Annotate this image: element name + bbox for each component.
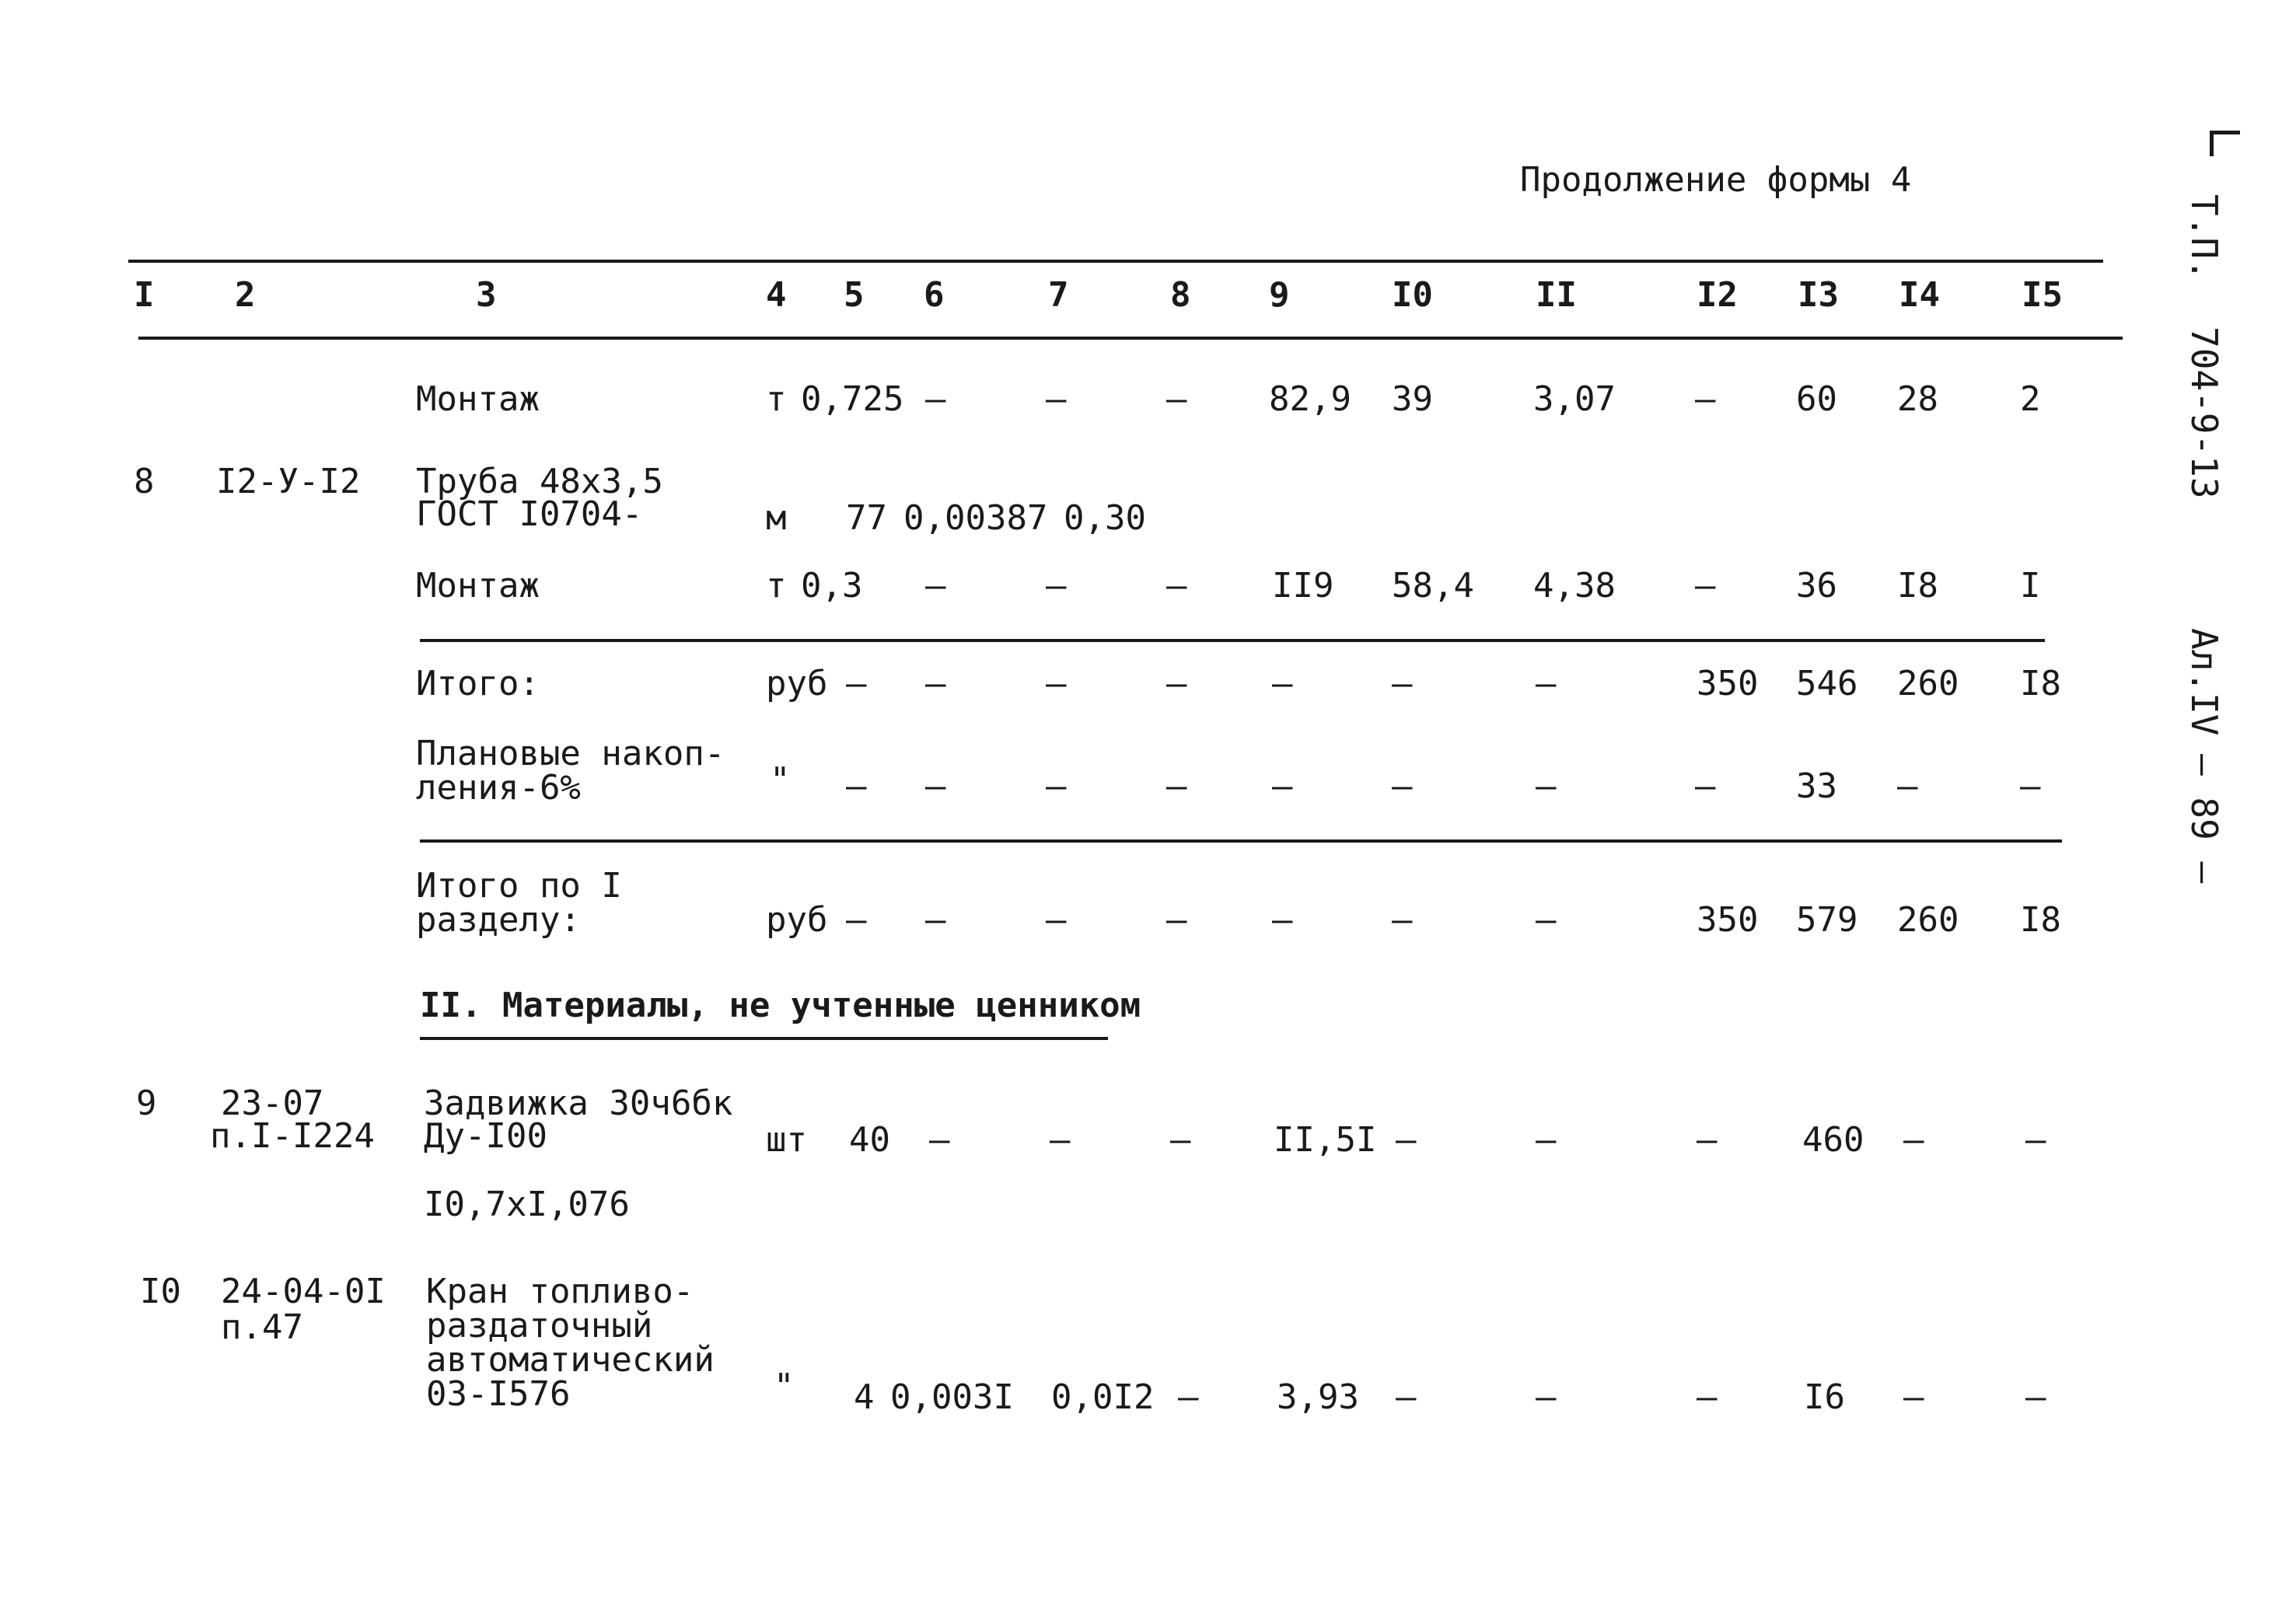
- cell-7: –: [1046, 379, 1067, 419]
- cell-8: –: [1166, 664, 1187, 703]
- cell-14: 260: [1897, 664, 1959, 703]
- corner-mark: [2210, 131, 2240, 156]
- cell-9: –: [1272, 664, 1293, 703]
- row-name-line-4: 03-I576: [426, 1374, 571, 1414]
- cell-6: 0,003I: [890, 1377, 1014, 1417]
- cell-15: I8: [2020, 664, 2061, 703]
- row-code-line-1: 23-07: [221, 1084, 324, 1123]
- row-number: 8: [134, 462, 155, 501]
- col-header-3: 3: [476, 275, 497, 315]
- col-header-9: 9: [1269, 275, 1290, 315]
- cell-13: 36: [1796, 566, 1837, 606]
- cell-11: –: [1536, 900, 1557, 940]
- cell-9: –: [1272, 766, 1293, 806]
- cell-8: –: [1166, 379, 1187, 419]
- cell-15: I8: [2020, 900, 2061, 940]
- cell-9: 3,93: [1277, 1377, 1359, 1417]
- col-header-12: I2: [1697, 275, 1738, 315]
- row-unit: ": [774, 1366, 795, 1406]
- row-unit: м: [766, 498, 787, 538]
- row-name: Монтаж: [416, 379, 540, 419]
- row-name-line-2: ления-6%: [416, 768, 581, 808]
- cell-7: 0,0I2: [1051, 1377, 1155, 1417]
- cell-13: I6: [1804, 1377, 1845, 1417]
- cell-8: –: [1166, 566, 1187, 606]
- row-name-line-1: Задвижка 30ч6бк: [424, 1084, 733, 1123]
- row-name-line-1: Плановые накоп-: [416, 734, 725, 773]
- cell-12: –: [1695, 766, 1716, 806]
- cell-9: 82,9: [1269, 379, 1351, 419]
- cell-11: 3,07: [1533, 379, 1616, 419]
- cell-7: –: [1046, 766, 1067, 806]
- cell-12: –: [1695, 379, 1716, 419]
- cell-13: 33: [1796, 766, 1837, 806]
- cell-5: –: [846, 766, 867, 806]
- row-code-line-1: 24-04-0I: [221, 1272, 386, 1311]
- cell-5: 0,3: [801, 566, 863, 606]
- cell-7: –: [1046, 900, 1067, 940]
- col-header-1: I: [134, 275, 155, 315]
- cell-9: –: [1272, 900, 1293, 940]
- cell-8: –: [1166, 900, 1187, 940]
- cell-10: –: [1396, 1120, 1417, 1160]
- cell-12: 350: [1697, 900, 1759, 940]
- subtotal-rule: [420, 639, 2045, 642]
- row-code: I2-У-I2: [216, 462, 361, 501]
- cell-5: 4: [854, 1377, 875, 1417]
- cell-14: –: [1897, 766, 1918, 806]
- cell-11: –: [1536, 1120, 1557, 1160]
- cell-7: –: [1050, 1120, 1071, 1160]
- margin-page-number: – 89 –: [2183, 754, 2225, 884]
- row-number: 9: [136, 1084, 157, 1123]
- row-unit: т: [766, 566, 787, 606]
- row-name-line-1: Кран топливо-: [426, 1272, 694, 1311]
- cell-11: –: [1536, 664, 1557, 703]
- row-name-line-2: разделу:: [416, 900, 581, 940]
- col-header-2: 2: [235, 275, 256, 315]
- cell-5: –: [846, 664, 867, 703]
- cell-12: –: [1697, 1377, 1718, 1417]
- cell-13: 546: [1796, 664, 1858, 703]
- margin-album: Ал.IV: [2183, 628, 2225, 736]
- col-header-6: 6: [924, 275, 945, 315]
- cell-15: –: [2025, 1120, 2046, 1160]
- cell-10: –: [1392, 664, 1413, 703]
- row-name-line-3: автоматический: [426, 1340, 715, 1380]
- cell-10: –: [1392, 766, 1413, 806]
- cell-15: 2: [2020, 379, 2041, 419]
- cell-6: –: [925, 664, 946, 703]
- cell-9: II9: [1272, 566, 1334, 606]
- cell-8: –: [1166, 766, 1187, 806]
- cell-7: 0,30: [1064, 498, 1146, 538]
- section-total-rule: [420, 839, 2062, 843]
- row-unit: руб: [766, 664, 828, 703]
- section-title: II. Материалы, не учтенные ценником: [420, 986, 1141, 1025]
- col-header-7: 7: [1048, 275, 1069, 315]
- cell-13: 60: [1796, 379, 1837, 419]
- row-code-line-2: п.I-I224: [210, 1116, 375, 1156]
- cell-11: 4,38: [1533, 566, 1616, 606]
- cell-14: –: [1903, 1120, 1924, 1160]
- cell-6: –: [925, 566, 946, 606]
- cell-6: –: [925, 900, 946, 940]
- row-name-line-2: ГОСТ I0704-: [416, 494, 643, 534]
- col-header-15: I5: [2022, 275, 2063, 315]
- cell-10: 39: [1392, 379, 1433, 419]
- cell-12: –: [1695, 566, 1716, 606]
- cell-7: –: [1046, 566, 1067, 606]
- continuation-header: Продолжение формы 4: [1520, 160, 1912, 200]
- row-number: I0: [140, 1272, 181, 1311]
- col-header-8: 8: [1170, 275, 1191, 315]
- cell-12: –: [1697, 1120, 1718, 1160]
- cell-6: –: [925, 379, 946, 419]
- cell-5: 40: [849, 1120, 890, 1160]
- cell-11: –: [1536, 766, 1557, 806]
- cell-14: I8: [1897, 566, 1938, 606]
- cell-15: –: [2020, 766, 2041, 806]
- cell-14: 260: [1897, 900, 1959, 940]
- row-name-line-1: Труба 48х3,5: [416, 462, 663, 501]
- col-header-11: II: [1536, 275, 1577, 315]
- row-code-line-2: п.47: [221, 1307, 303, 1347]
- cell-6: –: [925, 766, 946, 806]
- cell-10: 58,4: [1392, 566, 1474, 606]
- row-unit: ": [770, 760, 791, 800]
- cell-12: 350: [1697, 664, 1759, 703]
- cell-14: –: [1903, 1377, 1924, 1417]
- cell-10: –: [1392, 900, 1413, 940]
- cell-5: –: [846, 900, 867, 940]
- table-top-rule: [128, 260, 2103, 263]
- header-bottom-rule: [138, 337, 2123, 340]
- row-name: Итого:: [416, 664, 540, 703]
- cell-13: 460: [1802, 1120, 1864, 1160]
- row-name-line-2: Ду-I00: [424, 1116, 547, 1156]
- margin-code-number: 704-9-13: [2183, 326, 2225, 499]
- col-header-4: 4: [766, 275, 787, 315]
- cell-13: 579: [1796, 900, 1858, 940]
- cell-5: 77: [846, 498, 887, 538]
- cell-11: –: [1536, 1377, 1557, 1417]
- cell-8: –: [1170, 1120, 1191, 1160]
- row-note: I0,7хI,076: [424, 1185, 630, 1224]
- col-header-5: 5: [844, 275, 865, 315]
- row-unit: т: [766, 379, 787, 419]
- cell-6: –: [929, 1120, 950, 1160]
- cell-15: I: [2020, 566, 2041, 606]
- cell-6: 0,00387: [903, 498, 1048, 538]
- col-header-14: I4: [1899, 275, 1940, 315]
- row-name-line-2: раздаточный: [426, 1306, 653, 1346]
- col-header-10: I0: [1392, 275, 1433, 315]
- cell-8: –: [1178, 1377, 1199, 1417]
- cell-10: –: [1396, 1377, 1417, 1417]
- row-unit: руб: [766, 900, 828, 940]
- cell-15: –: [2025, 1377, 2046, 1417]
- row-unit: шт: [766, 1120, 807, 1160]
- cell-9: II,5I: [1274, 1120, 1377, 1160]
- section-title-underline: [420, 1037, 1108, 1040]
- row-name-line-1: Итого по I: [416, 866, 622, 906]
- cell-14: 28: [1897, 379, 1938, 419]
- cell-5: 0,725: [801, 379, 904, 419]
- margin-code: Т.П.: [2183, 194, 2225, 281]
- cell-7: –: [1046, 664, 1067, 703]
- row-name: Монтаж: [416, 566, 540, 606]
- col-header-13: I3: [1798, 275, 1839, 315]
